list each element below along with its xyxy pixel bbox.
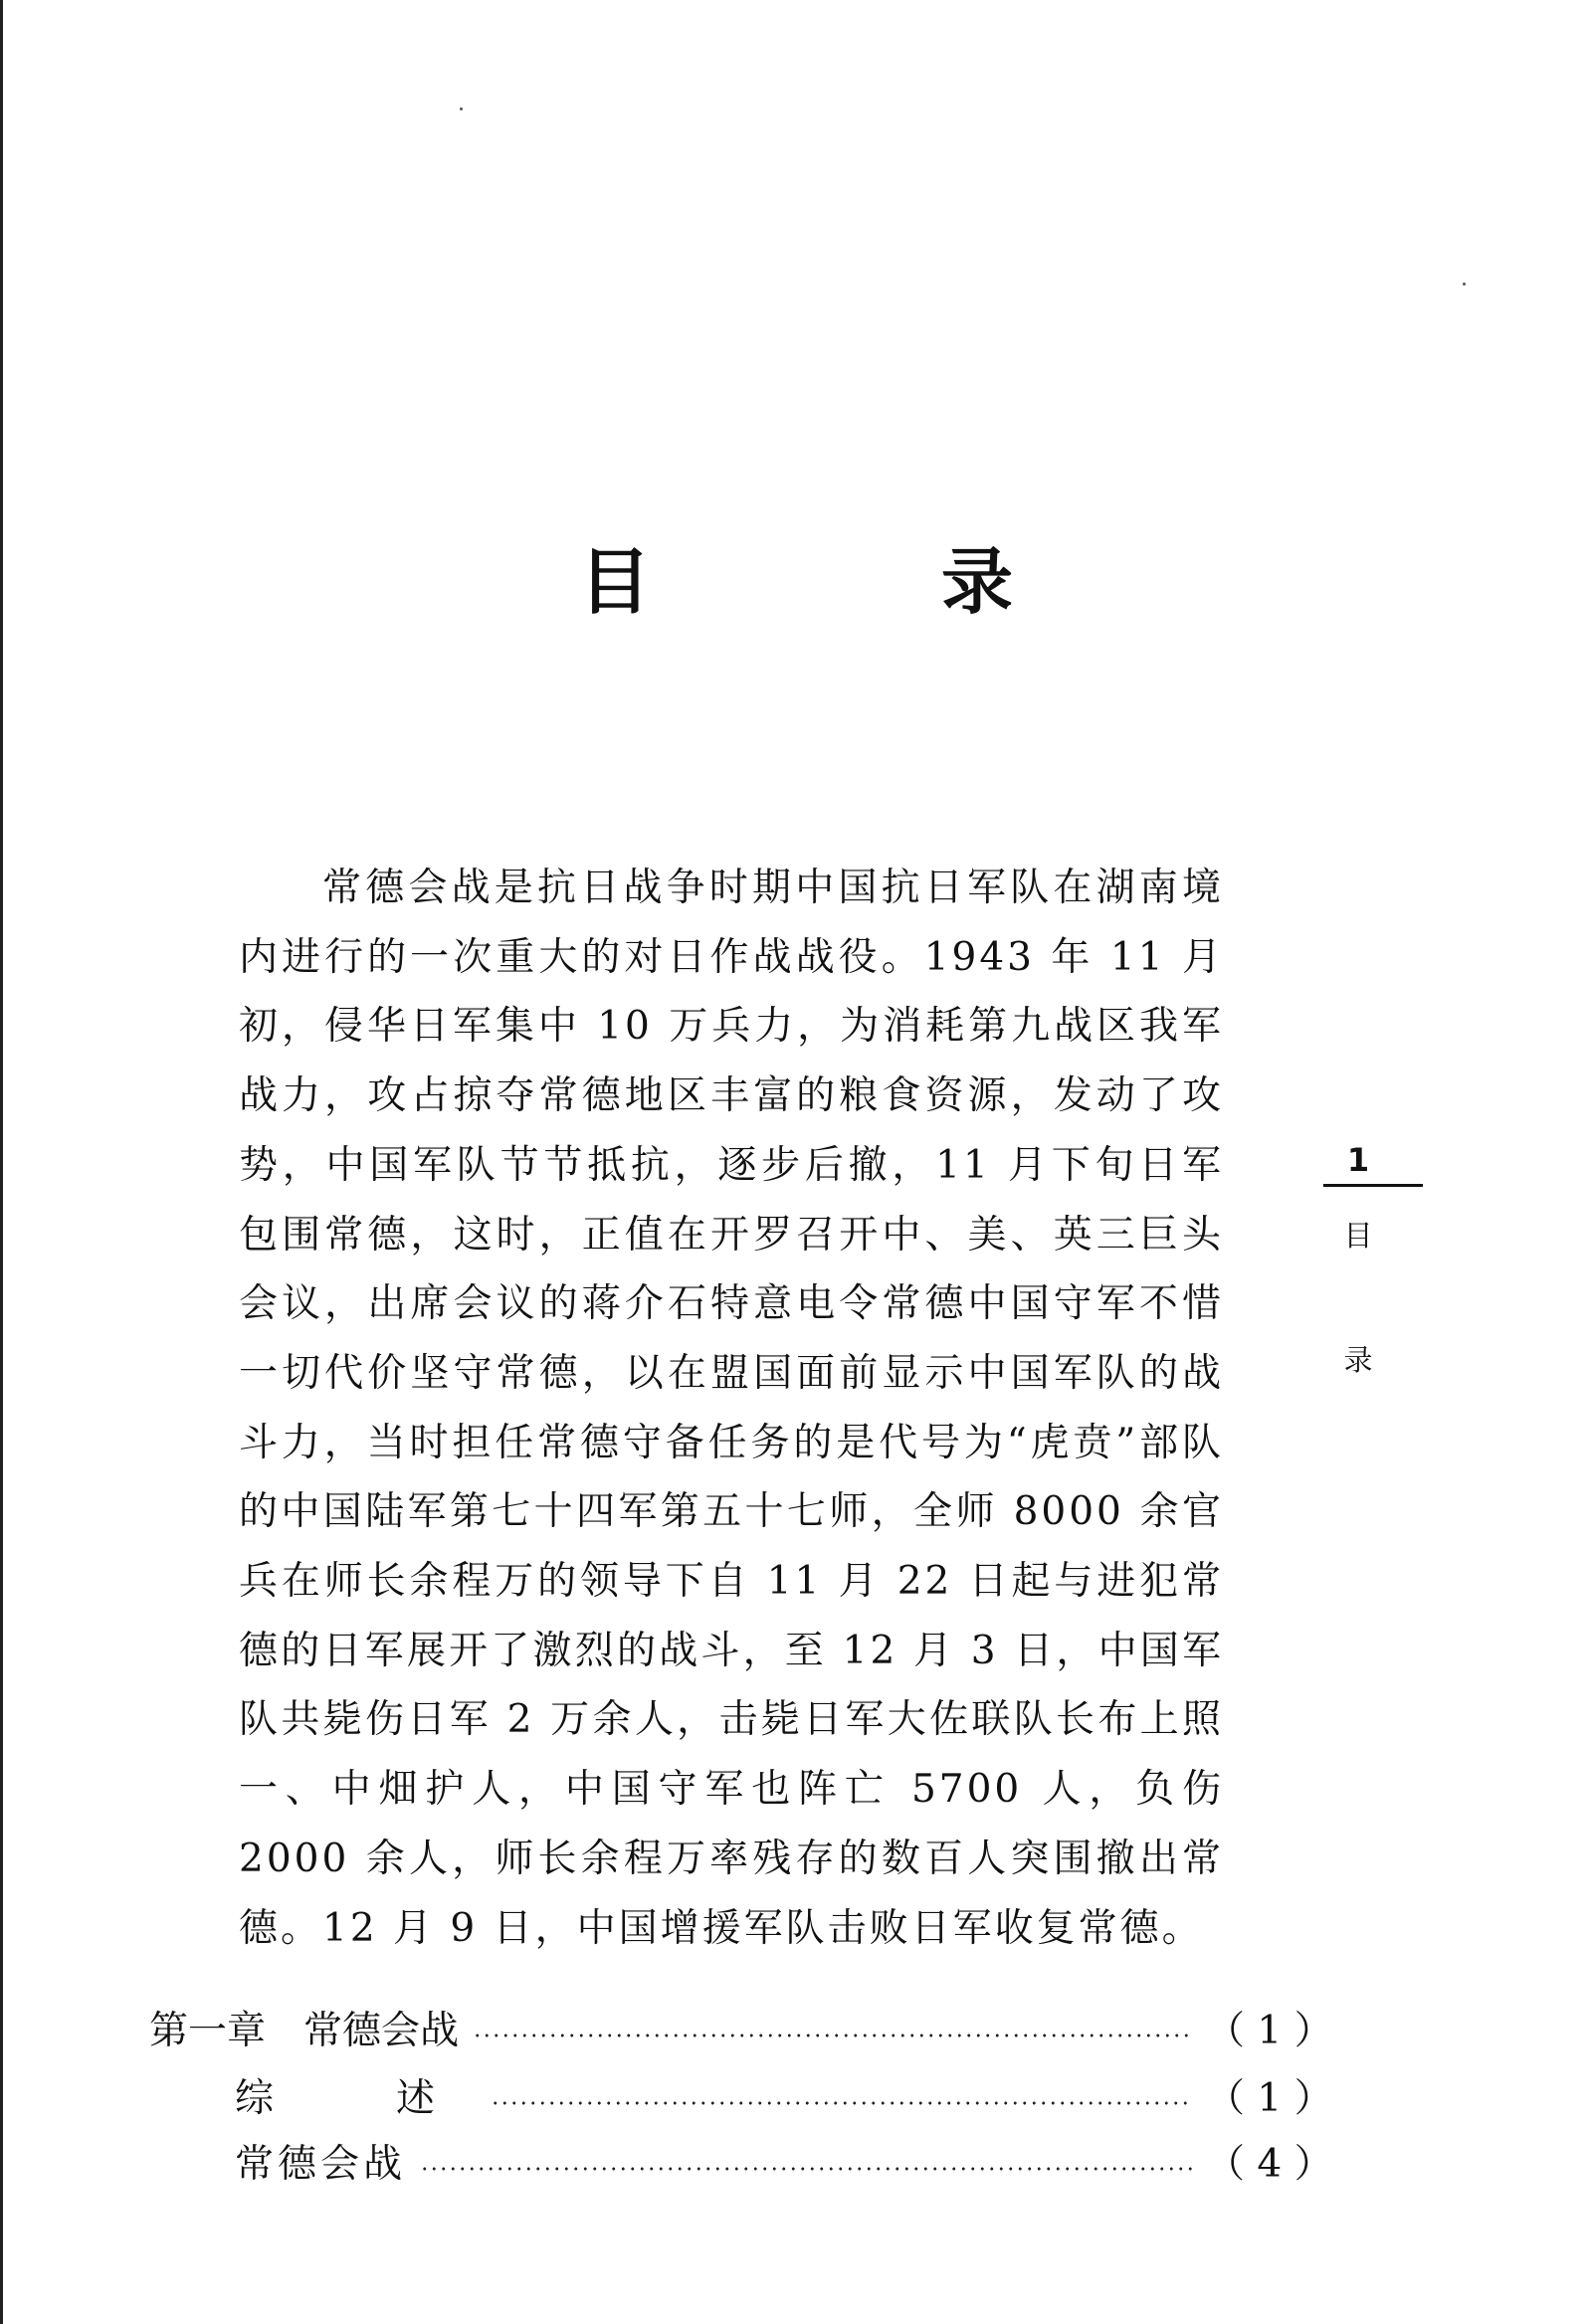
side-page-number: 1 [1346,1141,1370,1179]
scan-speck [460,107,463,110]
toc-entry-title: 综 述 [235,2076,478,2121]
toc-entry-page: （ 4 ） [1206,2142,1333,2187]
side-divider [1323,1184,1423,1187]
toc-entry-page: （ 1 ） [1206,2076,1333,2121]
dot-leader [473,2033,1192,2038]
page-edge-rule [0,0,3,2324]
toc-chapter-label: 第一章 [149,2009,267,2053]
scan-speck [1463,283,1466,286]
dot-leader [491,2100,1192,2106]
toc-entry-row[interactable] [235,2067,1333,2123]
dot-leader [420,2166,1192,2172]
toc-chapter-title: 常德会战 [303,2009,460,2053]
side-label-top: 目 [1343,1219,1373,1253]
intro-paragraph: 常德会战是抗日战争时期中国抗日军队在湖南境内进行的一次重大的对日作战战役。1943 年 11 月初，侵华日军集中 10 万兵力，为消耗第九战区我军战力，攻占掠夺常德地区丰富的粮食资源，发动了攻势，中国军队节节抵抗，逐步后撤，11 月下旬日军包围常德，这时，正值在开罗召开中、美、英三巨头会议，出席会议的蒋介石特意电令常德中国守军不惜一切代价坚守常德，以在盟国面前显示中国军队的战斗力，当时担任常德守备任务的是代号为“虎贲”部队的中国陆军第七十四军第五十七师，全师 8000 余官兵在师长余程万的领导下自 11 月 22 日起与进犯常德的日军展开了激烈的战斗，至 12 月 3 日，中国军队共毙伤日军 2 万余人，击毙日军大佐联队长布上照一、中畑护人，中国守军也阵亡 5700 人，负伤 2000 余人，师长余程万率残存的数百人突围撤出常德。12 月 9 日，中国增援军队击败日军收复常德。 [239,866,1224,1951]
toc-chapter-page: （ 1 ） [1206,2009,1333,2053]
page-title: 目 录 [578,540,1122,624]
side-label-bottom: 录 [1343,1343,1373,1377]
toc-entry-row[interactable] [235,2133,1333,2189]
toc-chapter-row[interactable] [149,2000,1333,2055]
toc-entry-title: 常德会战 [235,2142,407,2187]
